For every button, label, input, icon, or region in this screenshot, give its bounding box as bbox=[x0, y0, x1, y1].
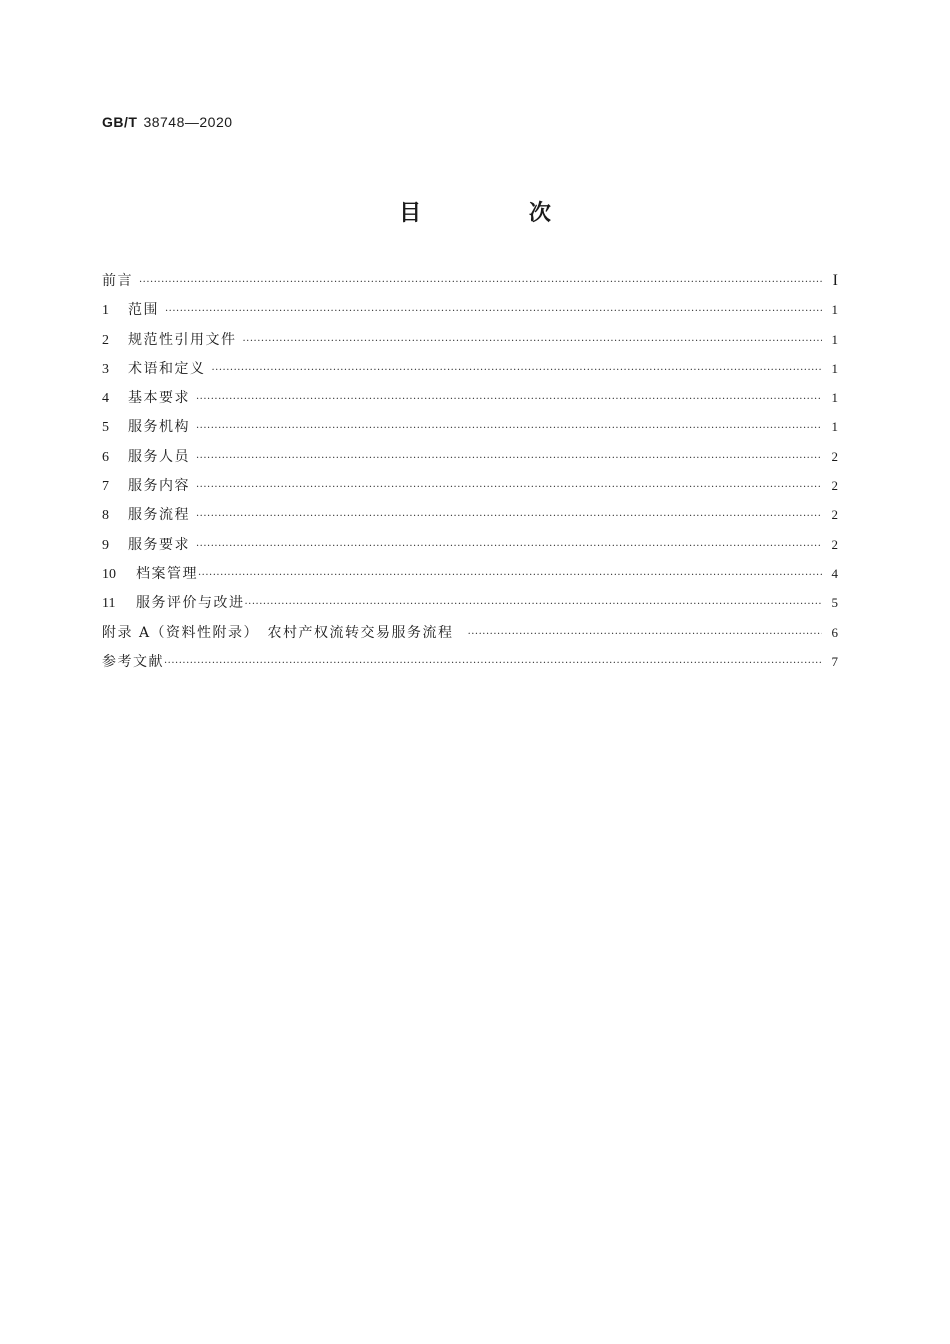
toc-entry-2[interactable] bbox=[102, 329, 838, 358]
toc-entry-page: 4 bbox=[831, 565, 838, 581]
toc-entry-1[interactable] bbox=[102, 299, 838, 328]
dot-leader bbox=[196, 453, 822, 464]
toc-entry-4[interactable] bbox=[102, 387, 838, 416]
toc-entry-page: 1 bbox=[831, 360, 838, 376]
toc-entry-8[interactable] bbox=[102, 504, 838, 533]
dot-leader bbox=[165, 306, 822, 317]
dot-leader bbox=[243, 336, 823, 347]
dot-leader bbox=[164, 658, 822, 669]
toc-entry-number: 10 bbox=[102, 566, 116, 582]
toc-entry-page: 2 bbox=[831, 536, 838, 552]
toc-entry-title: 基本要求 bbox=[128, 390, 190, 407]
toc-entry-number: 1 bbox=[102, 303, 109, 319]
toc-entry-number: 7 bbox=[102, 479, 109, 495]
toc-entry-number: 2 bbox=[102, 332, 109, 348]
standard-code-prefix: GB/T bbox=[102, 114, 138, 130]
toc-entry-page: 1 bbox=[831, 390, 838, 406]
dot-leader bbox=[139, 277, 822, 288]
dot-leader bbox=[196, 423, 822, 434]
toc-entry-title: 规范性引用文件 bbox=[128, 331, 237, 348]
toc-entry-page: 1 bbox=[831, 419, 838, 435]
toc-entry-page: I bbox=[832, 272, 838, 289]
toc-entry-9[interactable] bbox=[102, 534, 838, 563]
toc-entry-page: 2 bbox=[831, 478, 838, 494]
toc-title: 目 次 bbox=[399, 201, 601, 226]
dot-leader bbox=[468, 629, 822, 640]
toc-entry-title: 服务机构 bbox=[128, 419, 190, 436]
toc-entry-11[interactable] bbox=[102, 592, 838, 621]
toc-entry-page: 5 bbox=[831, 595, 838, 611]
toc-entry-10[interactable] bbox=[102, 563, 838, 592]
standard-code-number: 38748—2020 bbox=[143, 114, 233, 130]
toc-entry-3[interactable] bbox=[102, 358, 838, 387]
toc-entry-number: 4 bbox=[102, 391, 109, 407]
dot-leader bbox=[196, 511, 822, 522]
toc-entry-title: 参考文献 bbox=[102, 653, 164, 670]
toc-entry-7[interactable] bbox=[102, 475, 838, 504]
toc-entry-title: 服务人员 bbox=[128, 448, 190, 465]
toc-entry-title: 前言 bbox=[102, 273, 133, 289]
toc-entry-page: 6 bbox=[831, 624, 838, 640]
dot-leader bbox=[196, 482, 822, 493]
toc-entry-title: 服务评价与改进 bbox=[136, 595, 245, 612]
toc-entry-page: 1 bbox=[831, 302, 838, 318]
toc-entry-number: 9 bbox=[102, 537, 109, 553]
toc-entry-page: 2 bbox=[831, 507, 838, 523]
toc-entry-title: 术语和定义 bbox=[128, 360, 206, 377]
toc-entry-title: 服务内容 bbox=[128, 478, 190, 495]
toc-entry-title: 范围 bbox=[128, 302, 159, 319]
dot-leader bbox=[196, 394, 822, 405]
toc-entry-title: 附录 A（资料性附录） 农村产权流转交易服务流程 bbox=[102, 624, 454, 641]
toc-entry-6[interactable] bbox=[102, 446, 838, 475]
toc-entry-bibliography[interactable] bbox=[102, 651, 838, 680]
toc-entry-number: 8 bbox=[102, 508, 109, 524]
toc-entry-foreword[interactable] bbox=[102, 270, 838, 299]
table-of-contents bbox=[102, 270, 838, 680]
dot-leader bbox=[245, 599, 823, 610]
standard-code bbox=[102, 114, 233, 131]
toc-entry-number: 6 bbox=[102, 449, 109, 465]
toc-entry-page: 7 bbox=[831, 653, 838, 669]
toc-entry-annex-a[interactable] bbox=[102, 622, 838, 651]
toc-entry-number: 5 bbox=[102, 420, 109, 436]
toc-entry-page: 1 bbox=[831, 331, 838, 347]
toc-entry-number: 11 bbox=[102, 596, 116, 612]
dot-leader bbox=[198, 570, 822, 581]
dot-leader bbox=[196, 541, 822, 552]
dot-leader bbox=[212, 365, 823, 376]
toc-entry-page: 2 bbox=[831, 448, 838, 464]
toc-entry-title: 档案管理 bbox=[136, 565, 198, 582]
toc-entry-5[interactable] bbox=[102, 416, 838, 445]
toc-entry-title: 服务要求 bbox=[128, 536, 190, 553]
toc-entry-title: 服务流程 bbox=[128, 507, 190, 524]
toc-entry-number: 3 bbox=[102, 361, 109, 377]
